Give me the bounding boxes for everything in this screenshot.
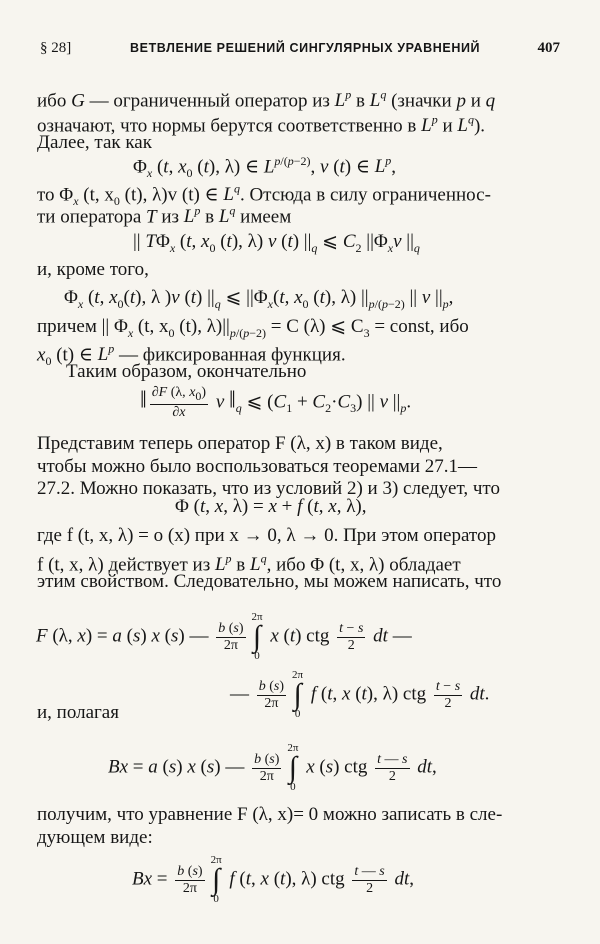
- text-line: $x_0$ (t) ∈ $L^p$ — фиксированная функция.: [37, 342, 346, 369]
- text-line: чтобы можно было воспользоваться теоремами 27.1—: [37, 456, 477, 477]
- running-header: [40, 40, 560, 62]
- running-title: ВЕТВЛЕНИЕ РЕШЕНИЙ СИНГУЛЯРНЫХ УРАВНЕНИЙ: [130, 41, 481, 55]
- text-line: означают, что нормы берутся соответственно в $L^p$ и $L^q$).: [37, 113, 486, 137]
- section-ref: § 28]: [40, 40, 72, 56]
- text-line: где f (t, x, λ) = o (x) при x → 0, λ → 0. При этом оператор: [37, 525, 496, 546]
- text-line: получим, что уравнение F (λ, x)= 0 можно записать в сле-: [37, 804, 503, 825]
- formula: $\Phi_x$ (t, $x_0(t)$, λ )v (t) $||_q$ ⩽ $||\Phi_x(t$, $x_0$ (t), λ) $||_{p/(p-2)}$ || v $||_p$,: [64, 287, 454, 311]
- formula: F (λ, x) = a (s) x (s) — $\frac{b (s)}{2\pi}$ 2π ∫ 0 x (t) ctg $\frac{t - s}{2}$ dt —: [36, 611, 412, 662]
- text-line: и, кроме того,: [37, 259, 149, 280]
- text-line: причем || $\Phi_x$ (t, $x_0$ (t), $\lambda)||_{p/(p-2)} = C$ (λ) ⩽ $C_3$ = const, ибо: [37, 316, 469, 340]
- formula: Bx = a (s) x (s) — $\frac{b (s)}{2\pi}$ 2π ∫ 0 x (s) ctg $\frac{t — s}{2}$ dt,: [108, 742, 437, 793]
- text-line: дующем виде:: [37, 827, 153, 848]
- text-line: то $\Phi_x$ (t, $x_0$ (t), λ)v (t) ∈ $L^q$. Отсюда в силу ограниченнос-: [37, 182, 491, 209]
- formula: Φ (t, x, λ) = x + f (t, x, λ),: [175, 496, 367, 517]
- text-line: 27.2. Можно показать, что из условий 2) и 3) следует, что: [37, 478, 500, 499]
- text-line: Представим теперь оператор F (λ, x) в таком виде,: [37, 433, 443, 454]
- formula: $\Phi_x$ (t, $x_0$ (t), λ) ∈ $L^{p/(p-2)}$, v (t) ∈ $L^p$,: [133, 154, 397, 181]
- formula: Bx = $\frac{b (s)}{2\pi}$ 2π ∫ 0 f (t, x (t), λ) ctg $\frac{t — s}{2}$ dt,: [132, 854, 415, 905]
- text-line: f (t, x, λ) действует из $L^p$ в $L^q$, ибо Φ (t, x, λ) обладает: [37, 552, 461, 576]
- text-line: Таким образом, окончательно: [66, 361, 307, 382]
- formula: — $\frac{b (s)}{2\pi}$ 2π ∫ 0 f (t, x (t), λ) ctg $\frac{t - s}{2}$ dt.: [230, 669, 490, 720]
- formula: ‖ $\frac{\partial F (\lambda, x_0)}{\partial x}$ v $‖_q$ ⩽ $(C_1 + C_2\cdot C_3)$ || v $||_p$.: [140, 385, 412, 420]
- text-line: Далее, так как: [37, 132, 152, 153]
- text-line: ти оператора T из $L^p$ в $L^q$ имеем: [37, 204, 292, 228]
- text-line: этим свойством. Следовательно, мы можем написать, что: [37, 571, 502, 592]
- page-number: 407: [537, 40, 560, 56]
- text-line: и, полагая: [37, 702, 119, 723]
- text-line: ибо G — ограниченный оператор из $L^p$ в $L^q$ (значки p и q: [37, 88, 496, 112]
- formula: || $T\Phi_x$ (t, $x_0$ (t), λ) v (t) $||_q$ ⩽ $C_2$ $||\Phi_xv$ $||_q$: [133, 231, 420, 255]
